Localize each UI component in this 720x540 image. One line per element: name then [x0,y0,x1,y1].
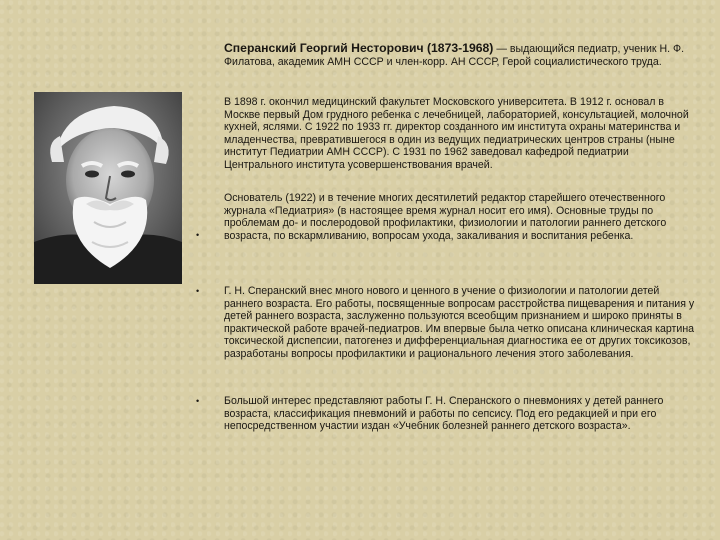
portrait-photo [34,92,182,284]
paragraph-biography: В 1898 г. окончил медицинский факультет Московского университета. В 1912 г. основал в Москве первый Дом грудного ребенка с лечебницей, лабораторией, консультацией, молочной кухней, яслями. С 1922 по 1933 гг. директор созданного им института охраны материнства и младенчества, превратившегося в один из ведущих педиатрических центров страны (ныне институт Педиатрии АМН СССР). С 1931 по 1962 заведовал кафедрой педиатрии Центрального института усовершенствования врачей. [224,96,689,171]
person-name: Сперанский Георгий Несторович (1873-1968) [224,41,494,55]
bullet-point: • [196,230,200,240]
paragraph-pneumonia: Большой интерес представляют работы Г. Н. Сперанского о пневмониях у детей раннего возраста, классификация пневмоний и работы по сепсису. Под его редакцией и при его непосредственном участии издан «Учебник болезней раннего детского возраста». [224,395,664,433]
intro-text: — выдающийся педиатр, ученик Н. Ф. Филатова, академик АМН СССР и член-корр. АН СССР, Герой социалистического труда. [224,43,685,68]
bullet-point: • [196,286,200,296]
paragraph-research: Г. Н. Сперанский внес много нового и ценного в учение о физиологии и патологии детей раннего возраста. Его работы, посвященные вопросам расстройства пищеварения и питания у детей раннего возраста, заслуженно пользуются всеобщим признанием и широко приняты в практической работе врачей-педиатров. Им впервые была четко описана клиническая картина токсической диспепсии, патогенез и дифференциальная диагностика ее от других токсикозов, разработаны вопросы профилактики и рационального лечения этого заболевания. [224,285,695,360]
text-column [224,0,700,540]
paragraph-journal: Основатель (1922) и в течение многих десятилетий редактор старейшего отечественного журнала «Педиатрия» (в настоящее время журнал носит его имя). Основные труды по проблемам до- и послеродовой профилактики, физиологии и патологии раннего детского возраста, по вскармливанию, вопросам ухода, закаливания и воспитания ребенка. [224,192,667,242]
portrait-photo-svg [34,92,182,284]
intro-paragraph [224,42,700,68]
bullet-point: • [196,396,200,406]
